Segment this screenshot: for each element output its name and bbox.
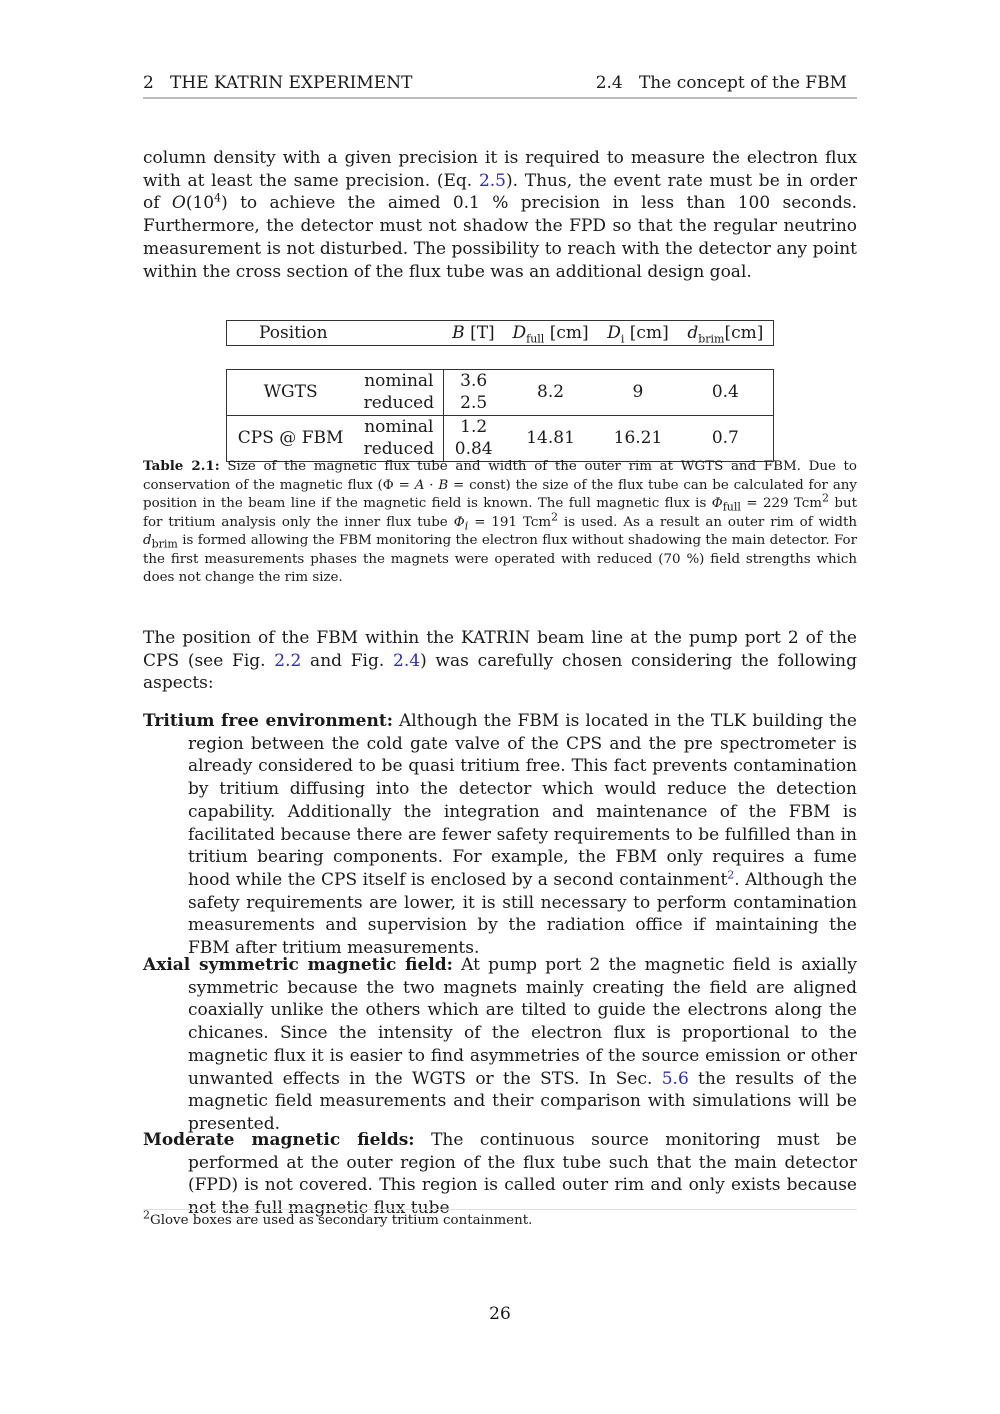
row-mode: reduced (354, 392, 444, 415)
chapter-heading: 2 THE KATRIN EXPERIMENT (143, 73, 413, 93)
col-dfull: $D_{full}$ [cm] (503, 321, 598, 346)
row-b: 0.84 (444, 438, 503, 461)
table-header-row (227, 321, 774, 346)
row-b: 2.5 (460, 393, 488, 414)
col-position: Position (227, 321, 444, 346)
list-item: Tritium free environment: Although the FBM is located in the TLK building the region between the cold gate valve of the CPS and the pre spectrometer is already considered to be quasi tritium free. This fact prevents contamination by tritium diffusing into the detector which would reduce the detection capability. Additionally the integration and maintenance of the FBM is facilitated because there are fewer safety requirements to be fulfilled than in tritium bearing components. For example, the FBM only requires a fume hood while the CPS itself is enclosed by a second containment$^2$. Although the safety requirements are lower, it is still necessary to perform contamination measurements and supervision by the radiation office if maintaining the FBM after tritium measurements. (143, 711, 858, 959)
table-row (227, 369, 774, 392)
row-mode: nominal (354, 369, 444, 392)
list-item: Axial symmetric magnetic field: At pump port 2 the magnetic field is axially symmetric because the two magnets mainly creating the field are aligned coaxially unlike the others which are tilted to guide the electrons along the chicanes. Since the intensity of the electron flux is proportional to the magnetic flux it is easier to find asymmetries of the source emission or other unwanted effects in the WGTS or the STS. In Sec. 5.6 the results of the magnetic field measurements and their comparison with simulations will be presented. (143, 955, 858, 1134)
row-position: CPS @ FBM (227, 415, 355, 461)
table-row (227, 415, 774, 438)
row-dbrim: 0.7 (678, 415, 774, 461)
footnote-ref-link[interactable]: 2 (727, 868, 735, 882)
row-dfull: 8.2 (503, 369, 598, 415)
caption-label: Table 2.1: (143, 458, 220, 474)
eq-ref-link[interactable]: 2.5 (478, 170, 506, 191)
row-b: 3.6 (444, 369, 503, 392)
fig-ref-link[interactable]: 2.4 (393, 650, 421, 671)
row-mode: nominal (354, 415, 444, 438)
col-dbrim: $d_{brim}[cm]$ (678, 321, 774, 346)
item-term: Moderate magnetic fields: (143, 1130, 415, 1150)
item-term: Tritium free environment: (143, 711, 393, 731)
fig-ref-link[interactable]: 2.2 (274, 650, 302, 671)
item-term: Axial symmetric magnetic field: (143, 955, 453, 975)
row-dfull: 14.81 (503, 415, 598, 461)
col-di: $D_i$ [cm] (598, 321, 677, 346)
footnote-rule (143, 1209, 857, 1210)
col-b: B [T] (444, 321, 503, 346)
page-number: 26 (489, 1304, 511, 1324)
row-mode: reduced (354, 438, 444, 461)
row-position: WGTS (227, 369, 355, 415)
position-paragraph: The position of the FBM within the KATRIN beam line at the pump port 2 of the CPS (see Fig. 2.2 and Fig. 2.4) was carefully chosen considering the following aspects: (143, 628, 857, 694)
row-di: 16.21 (598, 415, 677, 461)
sec-ref-link[interactable]: 5.6 (661, 1068, 689, 1089)
running-header (143, 73, 857, 99)
flux-tube-table (226, 320, 774, 462)
list-item: Moderate magnetic fields: The continuous source monitoring must be performed at the outer region of the flux tube such that the main detector (FPD) is not covered. This region is called outer rim and only exists because not the full magnetic flux tube (143, 1130, 857, 1219)
row-b: 1.2 (444, 415, 503, 438)
row-dbrim: 0.4 (678, 369, 774, 415)
intro-paragraph: column density with a given precision it is required to measure the electron flux with at least the same precision. (Eq. 2.5). Thus, the event rate must be in order of $O(10^4)$ to achieve the aimed 0.1 % precision in less than 100 seconds. Furthermore, the detector must not shadow the FPD so that the regular neutrino measurement is not disturbed. The possibility to reach with the detector any point within the cross section of the flux tube was an additional design goal. (143, 148, 858, 282)
table-caption: Table 2.1: Size of the magnetic flux tube and width of the outer rim at WGTS and FBM. Due to conservation of the magnetic flux (Φ = A · B = const) the size of the flux tube can be calculated for any position in the beam line if the magnetic field is known. The full magnetic flux is $\Phi_{full} = 229$ Tcm$^2$ but for tritium analysis only the inner flux tube $\Phi_i = 191$ Tcm$^2$ is used. As a result an outer rim of width $d_{brim}$ is formed allowing the FBM monitoring the electron flux without shadowing the main detector. For the first measurements phases the magnets were operated with reduced (70 %) field strengths which does not change the rim size. (143, 458, 857, 585)
footnote: $^2$Glove boxes are used as secondary tritium containment. (143, 1208, 533, 1228)
section-heading: 2.4 The concept of the FBM (595, 73, 847, 93)
row-di: 9 (598, 369, 677, 415)
